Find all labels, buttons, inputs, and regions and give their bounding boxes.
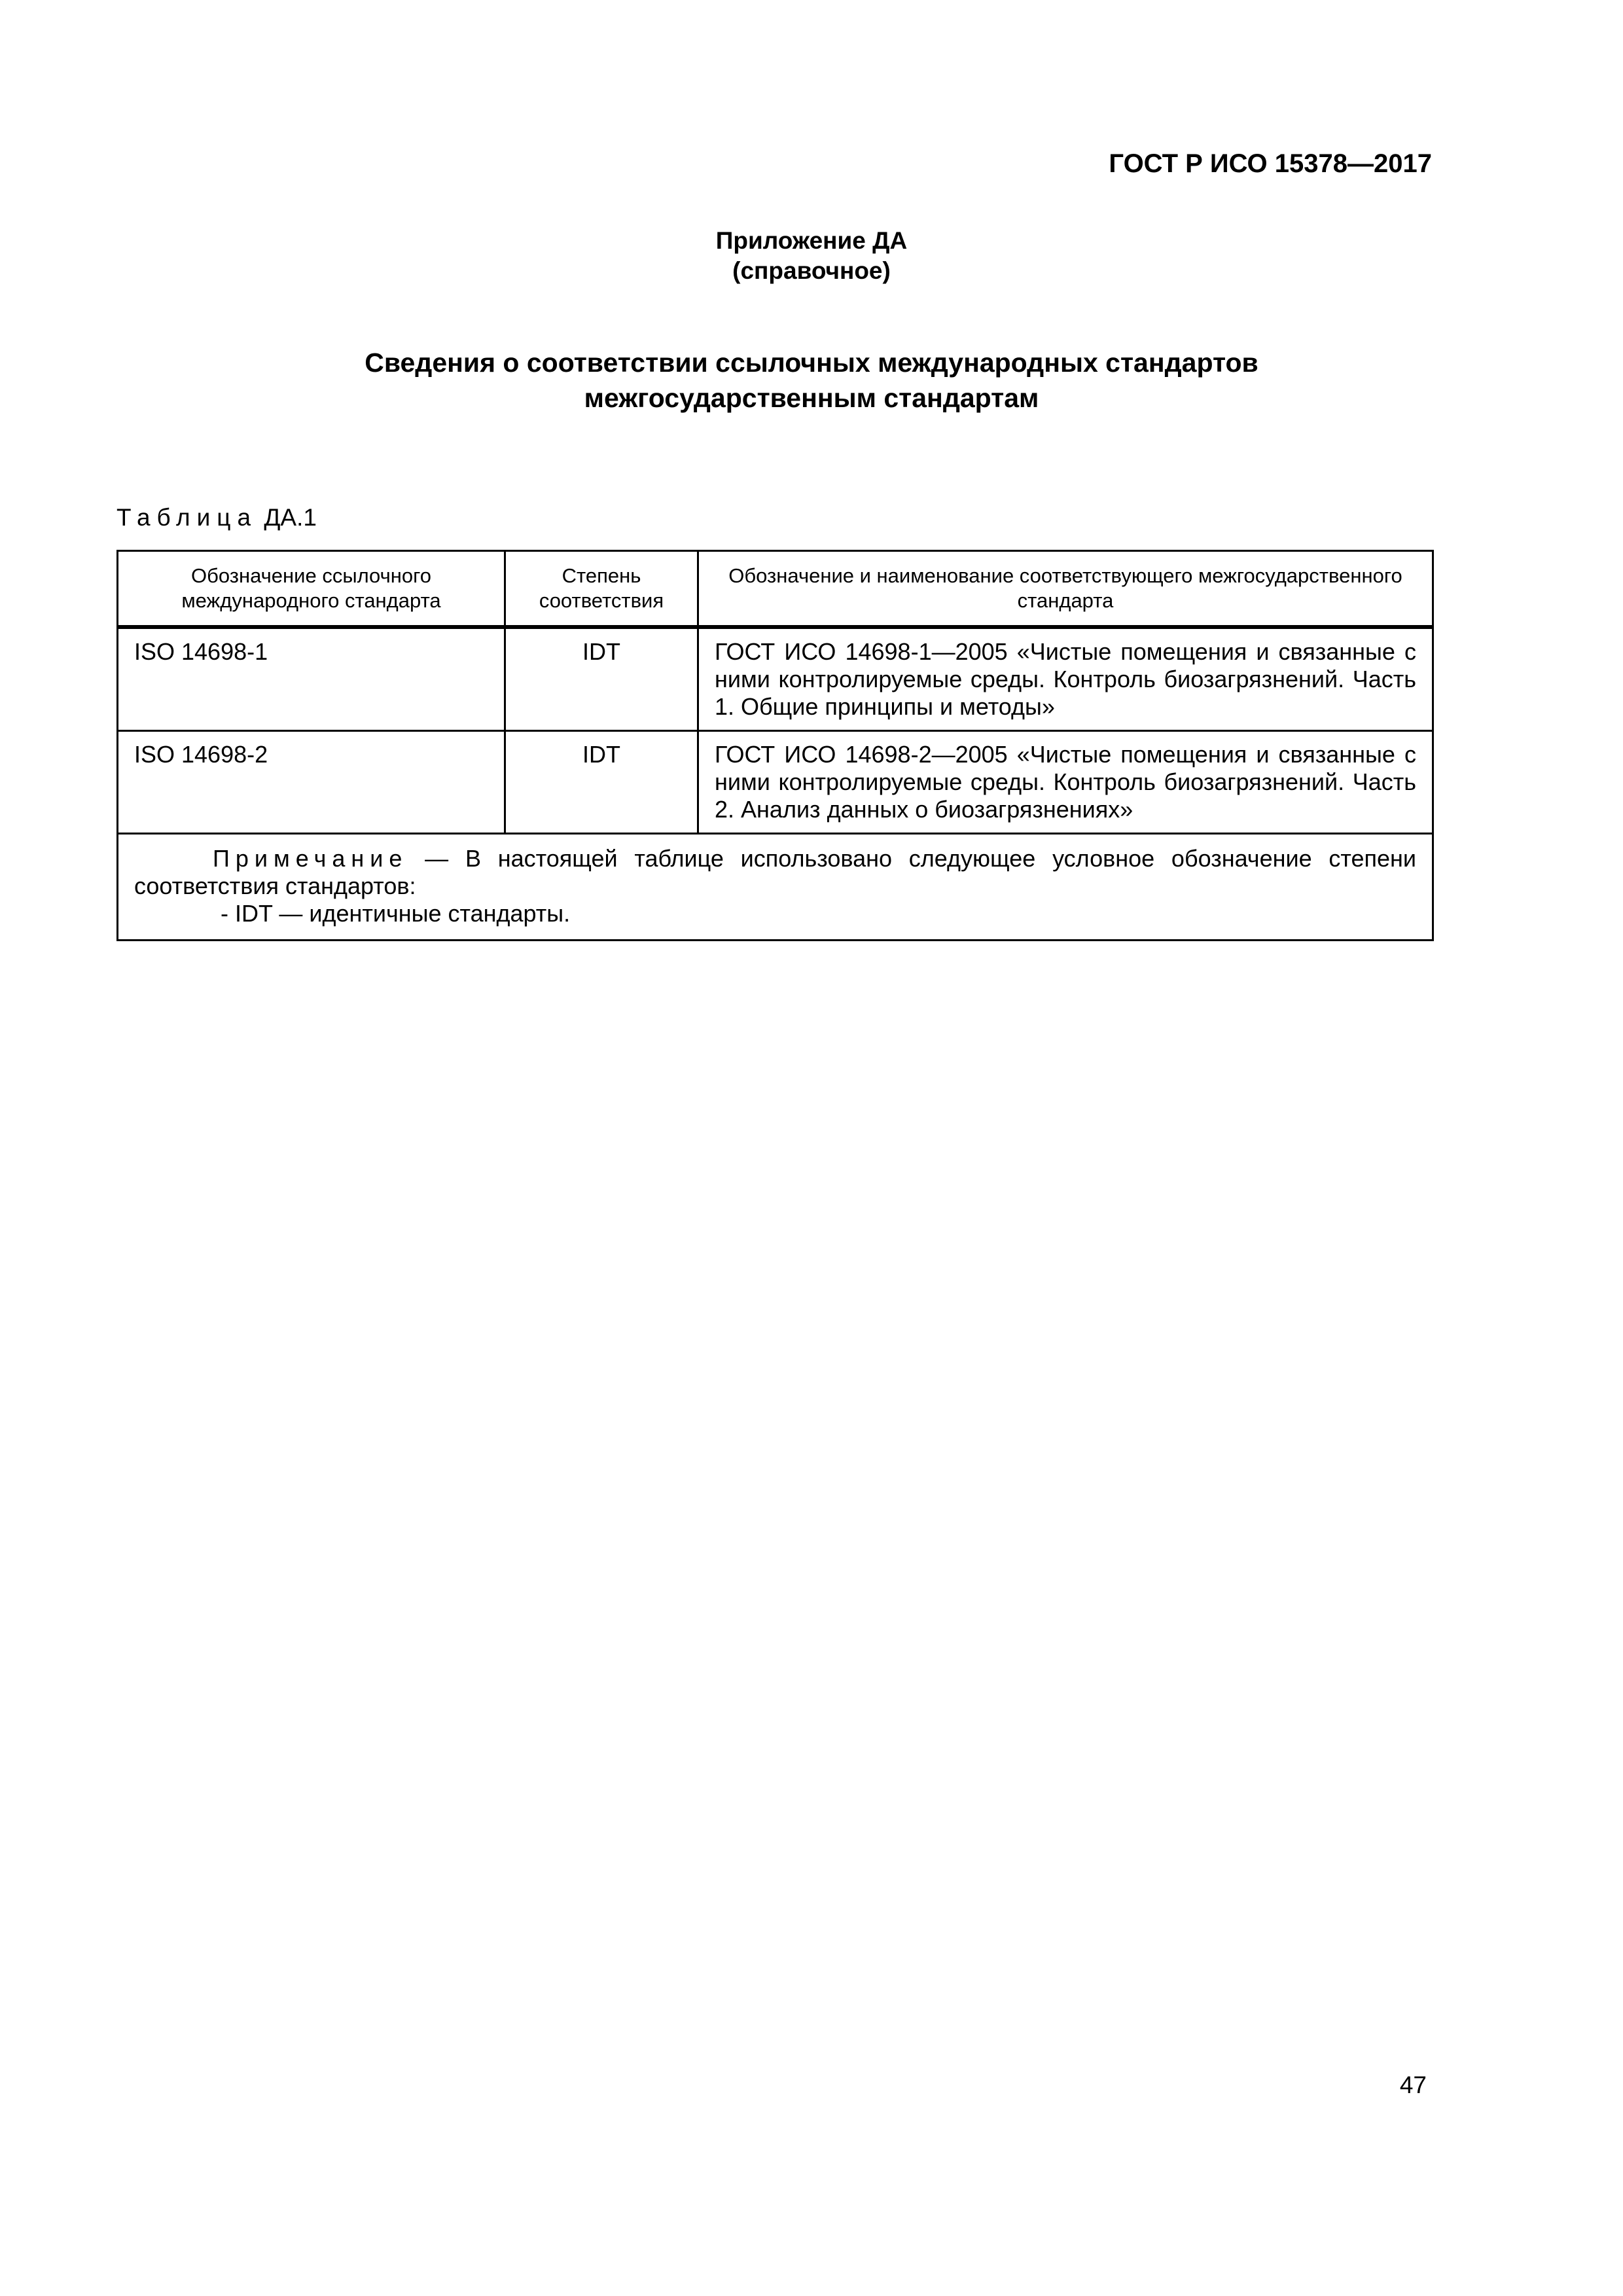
note-dash: — (425, 845, 449, 872)
table-caption (116, 504, 317, 531)
table-caption-label: Таблица (116, 504, 258, 531)
note-label: Примечание (213, 845, 408, 872)
note-text: В настоящей таблице использовано следующее условное обозначение степени соответствия стандартов: (134, 845, 1416, 899)
row-2-degree: IDT (505, 731, 698, 834)
header-interstate-standard: Обозначение и наименование соответствующего межгосударственного стандарта (698, 551, 1433, 628)
header-intl-standard: Обозначение ссылочного международного стандарта (118, 551, 505, 628)
table-note (118, 834, 1433, 941)
page-number: 47 (1399, 2072, 1427, 2098)
header-degree: Степень соответствия (505, 551, 698, 628)
table-row (118, 731, 1433, 834)
row-2-description: ГОСТ ИСО 14698-2—2005 «Чистые помещения и связанные с ними контролируемые среды. Контроль биозагрязнений. Часть 2. Анализ данных о биозагрязнениях» (698, 731, 1433, 834)
row-1-degree: IDT (505, 627, 698, 731)
main-title-line-1: Сведения о соответствии ссылочных международных стандартов (365, 348, 1258, 378)
table-header-row (118, 551, 1433, 628)
note-item-idt: - IDT — идентичные стандарты. (221, 900, 571, 927)
row-2-code: ISO 14698-2 (118, 731, 505, 834)
document-code: ГОСТ Р ИСО 15378—2017 (1109, 149, 1432, 178)
main-title-line-2: межгосударственным стандартам (584, 383, 1039, 413)
row-1-code: ISO 14698-1 (118, 627, 505, 731)
main-title (0, 345, 1623, 416)
annex-subtitle: (справочное) (732, 257, 891, 284)
annex-heading (0, 226, 1623, 286)
table-caption-number: ДА.1 (264, 504, 317, 531)
correspondence-table (116, 550, 1434, 941)
row-1-description: ГОСТ ИСО 14698-1—2005 «Чистые помещения и связанные с ними контролируемые среды. Контроль биозагрязнений. Часть 1. Общие принципы и методы» (698, 627, 1433, 731)
annex-title: Приложение ДА (715, 227, 908, 254)
table-note-row (118, 834, 1433, 941)
table-row (118, 627, 1433, 731)
